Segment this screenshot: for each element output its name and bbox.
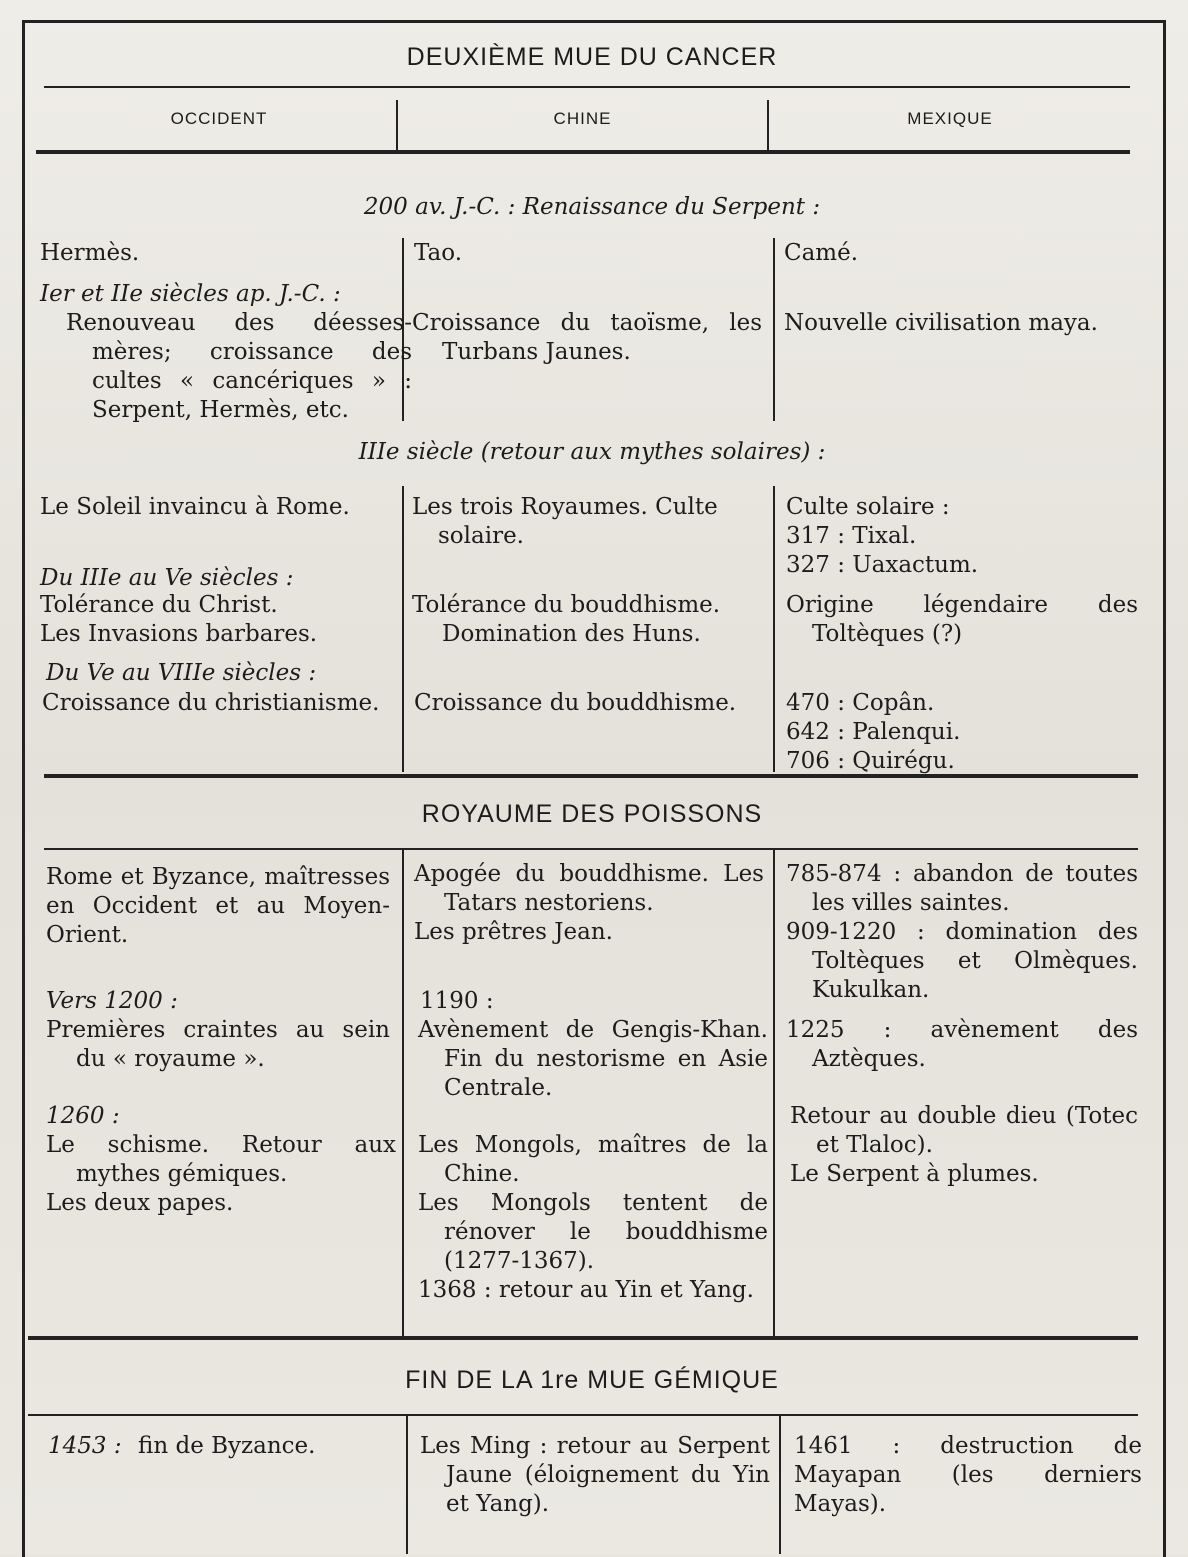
cell-mexique xyxy=(786,689,1136,776)
cell-text: Les trois Royaumes. Culte solaire. xyxy=(412,494,718,549)
cell-text: 1368 : retour au Yin et Yang. xyxy=(418,1277,754,1303)
cell-text: Croissance du taoïsme, les Turbans Jaunes. xyxy=(412,310,762,365)
cell-text: 785-874 : abandon de toutes les villes saintes. xyxy=(786,861,1138,916)
cell-occident xyxy=(42,689,388,718)
column-divider xyxy=(767,100,769,152)
cell-chine xyxy=(420,1432,770,1519)
cell-chine xyxy=(418,1016,768,1103)
period-heading: Vers 1200 : xyxy=(46,988,178,1014)
period-heading: 1260 : xyxy=(46,1103,120,1129)
cell-text: Rome et Byzance, maîtresses en Occident et au Moyen-Orient. xyxy=(46,864,390,948)
cell-text: 909-1220 : domination des Toltèques et Olmèques. Kukulkan. xyxy=(786,919,1138,1003)
cell-mexique xyxy=(790,1102,1138,1189)
divider xyxy=(28,1336,1138,1340)
cell-text: Les deux papes. xyxy=(46,1190,234,1216)
period-heading: Du IIIe au Ve siècles : xyxy=(40,565,294,591)
column-header-chine: CHINE xyxy=(553,109,612,128)
cell-text: 706 : Quirégu. xyxy=(786,748,955,774)
cell-date: 1190 : xyxy=(420,988,494,1014)
cell-chine xyxy=(412,591,767,649)
divider xyxy=(44,86,1130,88)
divider xyxy=(28,1414,1138,1416)
cell-occident: Hermès. xyxy=(40,240,140,266)
section-title-cancer: DEUXIÈME MUE DU CANCER xyxy=(406,43,778,71)
cell-chine xyxy=(412,493,764,551)
cell-text: Les Ming : retour au Serpent Jaune (éloignement du Yin et Yang). xyxy=(420,1433,770,1517)
cell-text: Avènement de Gengis-Khan. Fin du nestorisme en Asie Centrale. xyxy=(418,1017,768,1101)
cell-text: Les Invasions barbares. xyxy=(40,621,318,647)
cell-mexique xyxy=(786,591,1138,649)
cell-text: 642 : Palenqui. xyxy=(786,719,961,745)
cell-mexique xyxy=(786,1016,1138,1074)
cell-text: Croissance du christianisme. xyxy=(42,690,380,716)
cell-text: Renouveau des déesses-mères; croissance des cultes « cancériques » : Serpent, Hermès, etc. xyxy=(66,310,412,423)
cell-date: 1453 : xyxy=(48,1433,122,1459)
cell-occident xyxy=(40,309,412,425)
era-heading: 200 av. J.-C. : Renaissance du Serpent : xyxy=(363,194,821,220)
cell-occident: fin de Byzance. xyxy=(138,1433,316,1459)
cell-text: 317 : Tixal. xyxy=(786,523,917,549)
divider xyxy=(44,848,1138,850)
divider xyxy=(44,774,1138,778)
column-divider xyxy=(402,850,404,1336)
period-heading: Du Ve au VIIIe siècles : xyxy=(46,660,317,686)
cell-text: Le Serpent à plumes. xyxy=(790,1161,1039,1187)
cell-text: Les Mongols tentent de rénover le bouddhisme (1277-1367). xyxy=(418,1190,768,1274)
cell-text: Premières craintes au sein du « royaume ». xyxy=(46,1017,390,1072)
cell-occident xyxy=(46,1131,396,1218)
cell-text: Culte solaire : xyxy=(786,494,950,520)
section-title-poissons: ROYAUME DES POISSONS xyxy=(421,800,763,828)
cell-chine xyxy=(418,1131,768,1305)
column-divider xyxy=(773,486,775,772)
column-header-mexique: MEXIQUE xyxy=(907,109,993,128)
cell-text: Le schisme. Retour aux mythes gémiques. xyxy=(46,1132,396,1187)
cell-occident: Le Soleil invaincu à Rome. xyxy=(40,494,350,520)
cell-mexique xyxy=(786,493,1136,580)
column-divider xyxy=(779,1416,781,1554)
column-divider xyxy=(406,1416,408,1554)
cell-chine xyxy=(412,309,762,367)
cell-text: Les prêtres Jean. xyxy=(414,919,613,945)
cell-text: Les Mongols, maîtres de la Chine. xyxy=(418,1132,768,1187)
cell-text: Tolérance du Christ. xyxy=(40,592,278,618)
section-title-gemique: FIN DE LA 1re MUE GÉMIQUE xyxy=(405,1366,779,1394)
cell-occident xyxy=(46,863,390,950)
column-divider xyxy=(402,486,404,772)
table-frame xyxy=(22,20,1166,1557)
cell-mexique xyxy=(794,1432,1142,1519)
cell-text: 327 : Uaxactum. xyxy=(786,552,979,578)
cell-mexique xyxy=(786,860,1138,1005)
period-heading: Ier et IIe siècles ap. J.-C. : xyxy=(40,281,341,307)
cell-occident xyxy=(46,1016,390,1074)
column-divider xyxy=(773,850,775,1336)
cell-text: Tolérance du bouddhisme. Domination des Huns. xyxy=(412,592,721,647)
cell-text: 470 : Copân. xyxy=(786,690,935,716)
cell-text: 1225 : avènement des Aztèques. xyxy=(786,1017,1138,1072)
cell-mexique: Nouvelle civilisation maya. xyxy=(784,310,1098,336)
cell-occident xyxy=(40,591,390,649)
column-divider xyxy=(773,238,775,421)
era-heading: IIIe siècle (retour aux mythes solaires) : xyxy=(358,439,826,465)
cell-text: Origine légendaire des Toltèques (?) xyxy=(786,592,1138,647)
column-divider xyxy=(396,100,398,152)
cell-chine xyxy=(414,860,764,947)
divider xyxy=(36,150,1130,154)
cell-chine: Croissance du bouddhisme. xyxy=(414,690,737,716)
column-header-occident: OCCIDENT xyxy=(170,109,268,128)
cell-text: Apogée du bouddhisme. Les Tatars nestoriens. xyxy=(414,861,764,916)
cell-text: 1461 : destruction de Mayapan (les derniers Mayas). xyxy=(794,1433,1142,1517)
cell-text: Retour au double dieu (Totec et Tlaloc). xyxy=(790,1103,1138,1158)
cell-mexique: Camé. xyxy=(784,240,859,266)
cell-chine: Tao. xyxy=(414,240,463,266)
